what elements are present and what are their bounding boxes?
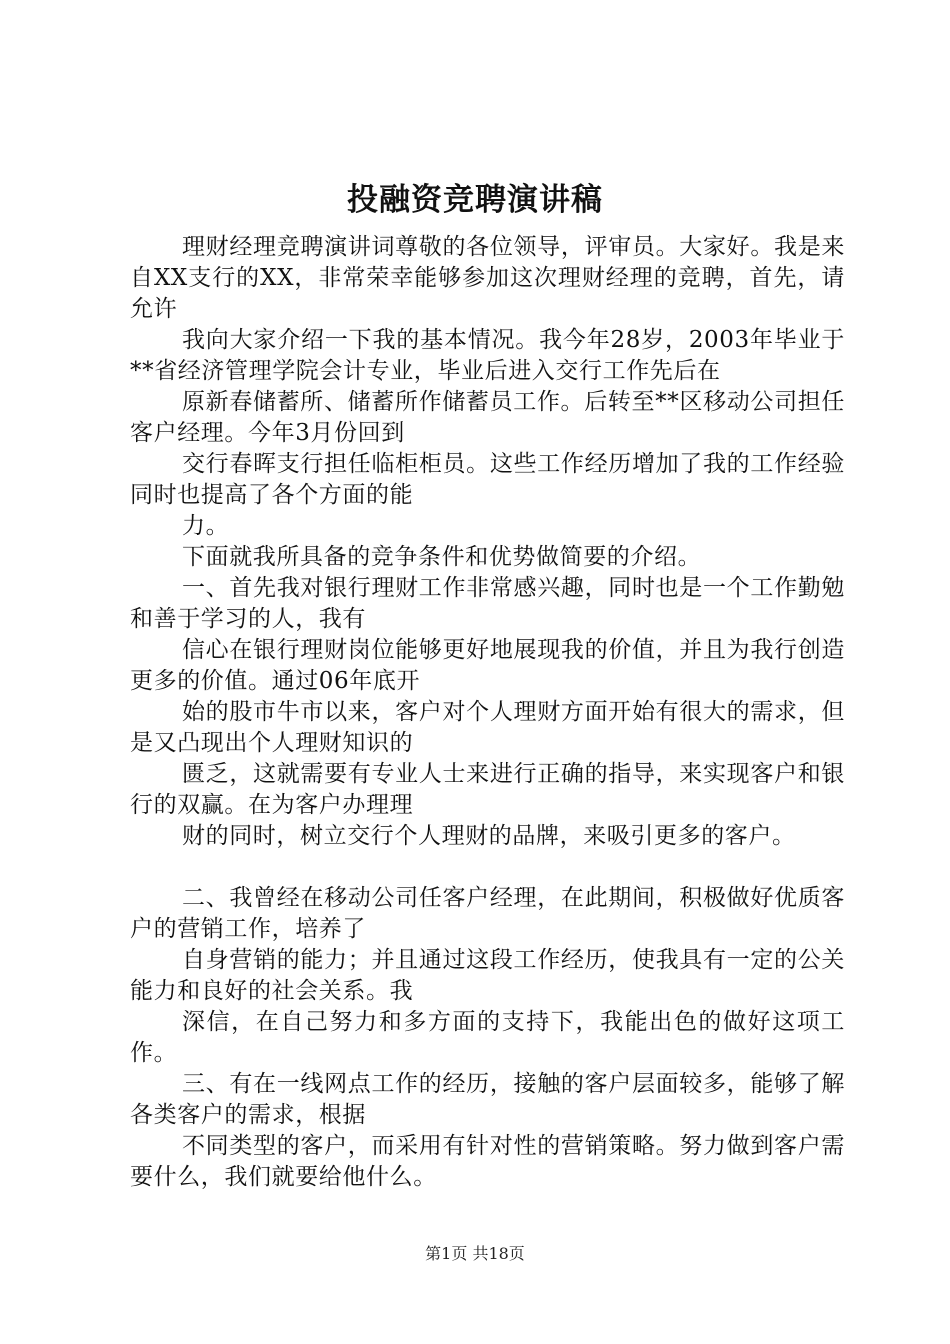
document-title: 投融资竞聘演讲稿: [347, 182, 603, 218]
paragraph-current-role: 交行春晖支行担任临柜柜员。这些工作经历增加了我的工作经验同时也提高了各个方面的能: [130, 451, 845, 508]
paragraph-point-one: 一、首先我对银行理财工作非常感兴趣，同时也是一个工作勤勉和善于学习的人，我有: [130, 575, 845, 632]
paragraph-belief: 深信，在自己努力和多方面的支持下，我能出色的做好这项工作。: [130, 1009, 845, 1066]
paragraph-brand: 财的同时，树立交行个人理财的品牌，来吸引更多的客户。: [182, 823, 796, 849]
paragraph-point-three: 三、有在一线网点工作的经历，接触的客户层面较多，能够了解各类客户的需求，根据: [130, 1071, 845, 1128]
paragraph-point-two: 二、我曾经在移动公司任客户经理，在此期间，积极做好优质客户的营销工作，培养了: [130, 885, 845, 942]
paragraph-work-history: 原新春储蓄所、储蓄所作储蓄员工作。后转至**区移动公司担任客户经理。今年3月份回到: [130, 389, 845, 446]
paragraph-basic-info: 我向大家介绍一下我的基本情况。我今年28岁，2003年毕业于**省经济管理学院会计专业，毕业后进入交行工作先后在: [130, 327, 845, 384]
page-footer: 第1页 共18页: [425, 1244, 525, 1263]
paragraph-market: 始的股市牛市以来，客户对个人理财方面开始有很大的需求，但是又凸现出个人理财知识的: [130, 699, 845, 756]
document-body: [130, 232, 845, 1193]
paragraph-strategy: 不同类型的客户，而采用有针对性的营销策略。努力做到客户需要什么，我们就要给他什么。: [130, 1133, 845, 1190]
paragraph-ability: 力。: [182, 513, 230, 539]
paragraph-sales-ability: 自身营销的能力；并且通过这段工作经历，使我具有一定的公关能力和良好的社会关系。我: [130, 947, 845, 1004]
paragraph-intro: 理财经理竞聘演讲词尊敬的各位领导，评审员。大家好。我是来自XX支行的XX，非常荣幸能够参加这次理财经理的竞聘，首先，请允许: [130, 234, 845, 322]
paragraph-advantages-intro: 下面就我所具备的竞争条件和优势做简要的介绍。: [182, 544, 702, 570]
paragraph-guidance: 匮乏，这就需要有专业人士来进行正确的指导，来实现客户和银行的双赢。在为客户办理理: [130, 761, 845, 818]
paragraph-confidence: 信心在银行理财岗位能够更好地展现我的价值，并且为我行创造更多的价值。通过06年底开: [130, 637, 845, 694]
